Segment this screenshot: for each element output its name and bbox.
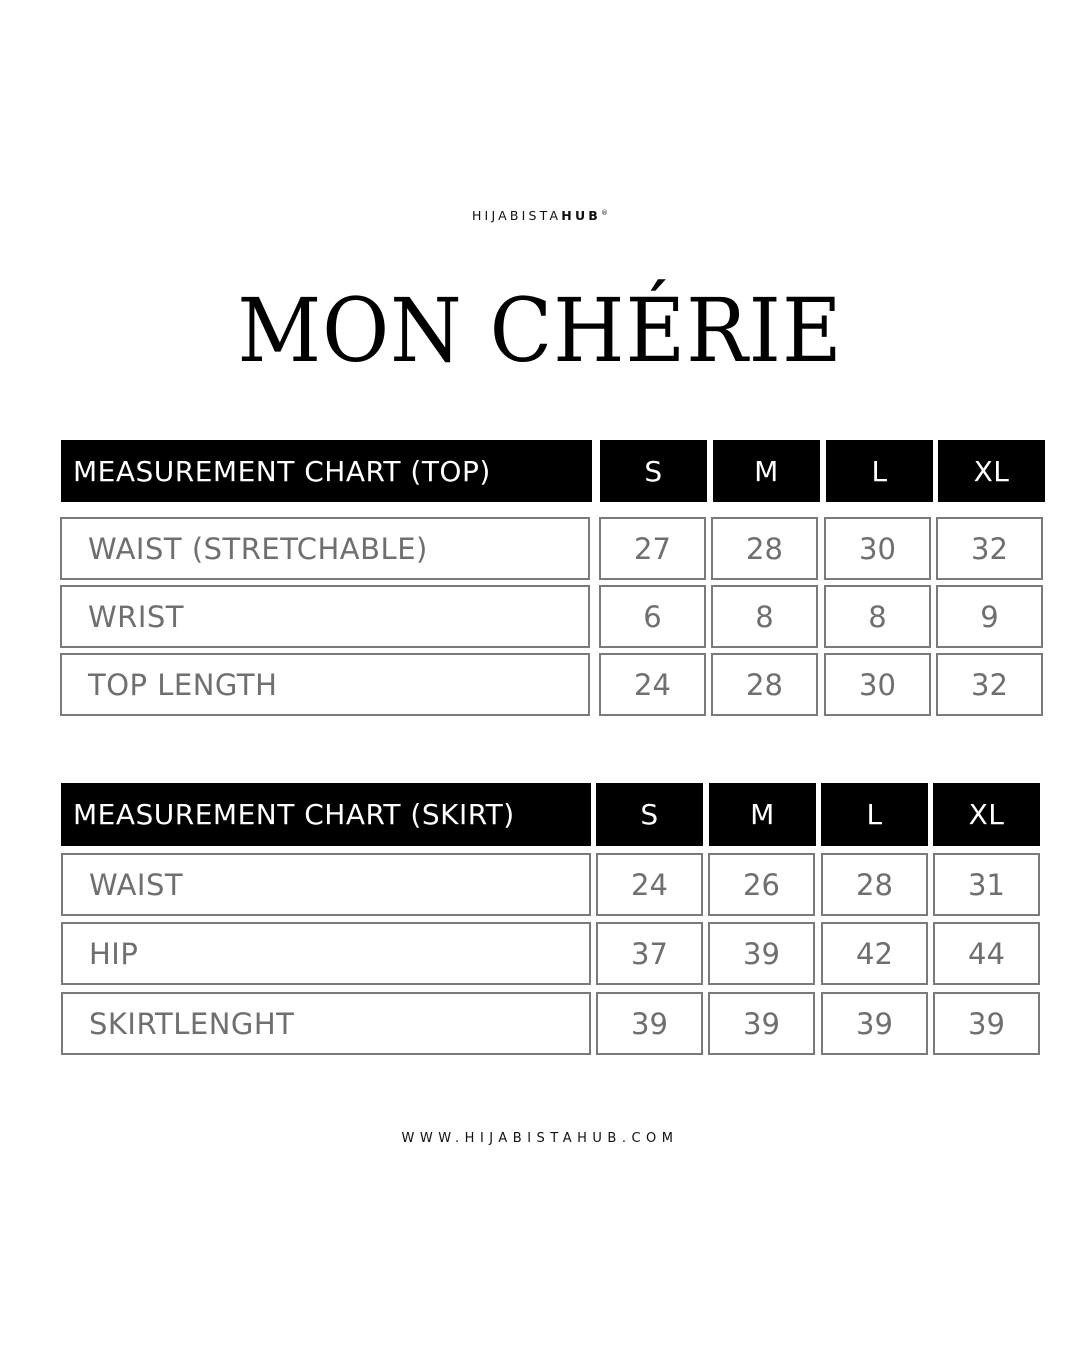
top-size-s: S — [600, 440, 707, 502]
skirt-value-cell: 39 — [821, 992, 928, 1055]
top-value-cell: 27 — [599, 517, 706, 580]
top-size-xl: XL — [938, 440, 1045, 502]
top-chart-header: MEASUREMENT CHART (TOP) — [61, 440, 592, 502]
skirt-value-cell: 39 — [596, 992, 703, 1055]
top-value-cell: 32 — [936, 517, 1043, 580]
skirt-value-cell: 39 — [708, 992, 815, 1055]
registered-mark: ® — [601, 209, 609, 217]
skirt-value-cell: 24 — [596, 853, 703, 916]
top-value-cell: 24 — [599, 653, 706, 716]
skirt-value-cell: 44 — [933, 922, 1040, 985]
skirt-chart-header: MEASUREMENT CHART (SKIRT) — [61, 783, 591, 846]
website-url: WWW.HIJABISTAHUB.COM — [401, 1131, 679, 1146]
top-value-cell: 28 — [711, 517, 818, 580]
skirt-value-cell: 39 — [708, 922, 815, 985]
top-size-m: M — [713, 440, 820, 502]
brand-logo-light: HIJABISTA — [471, 208, 562, 224]
product-title: MON CHÉRIE — [237, 279, 843, 382]
brand-logo-bold: HUB — [561, 208, 602, 224]
brand-logo — [0, 205, 1080, 224]
skirt-size-s: S — [596, 783, 703, 846]
skirt-row-label: HIP — [61, 922, 591, 985]
skirt-row-label: WAIST — [61, 853, 591, 916]
top-value-cell: 8 — [711, 585, 818, 648]
skirt-value-cell: 39 — [933, 992, 1040, 1055]
top-value-cell: 6 — [599, 585, 706, 648]
skirt-size-xl: XL — [933, 783, 1040, 846]
skirt-value-cell: 28 — [821, 853, 928, 916]
top-value-cell: 32 — [936, 653, 1043, 716]
top-value-cell: 30 — [824, 653, 931, 716]
top-value-cell: 30 — [824, 517, 931, 580]
top-value-cell: 28 — [711, 653, 818, 716]
skirt-row-label: SKIRTLENGHT — [61, 992, 591, 1055]
top-size-l: L — [826, 440, 933, 502]
skirt-value-cell: 37 — [596, 922, 703, 985]
top-value-cell: 9 — [936, 585, 1043, 648]
top-row-label: WRIST — [60, 585, 590, 648]
top-value-cell: 8 — [824, 585, 931, 648]
top-row-label: TOP LENGTH — [60, 653, 590, 716]
skirt-value-cell: 31 — [933, 853, 1040, 916]
top-row-label: WAIST (STRETCHABLE) — [60, 517, 590, 580]
skirt-size-m: M — [709, 783, 816, 846]
skirt-size-l: L — [821, 783, 928, 846]
skirt-value-cell: 42 — [821, 922, 928, 985]
skirt-value-cell: 26 — [708, 853, 815, 916]
